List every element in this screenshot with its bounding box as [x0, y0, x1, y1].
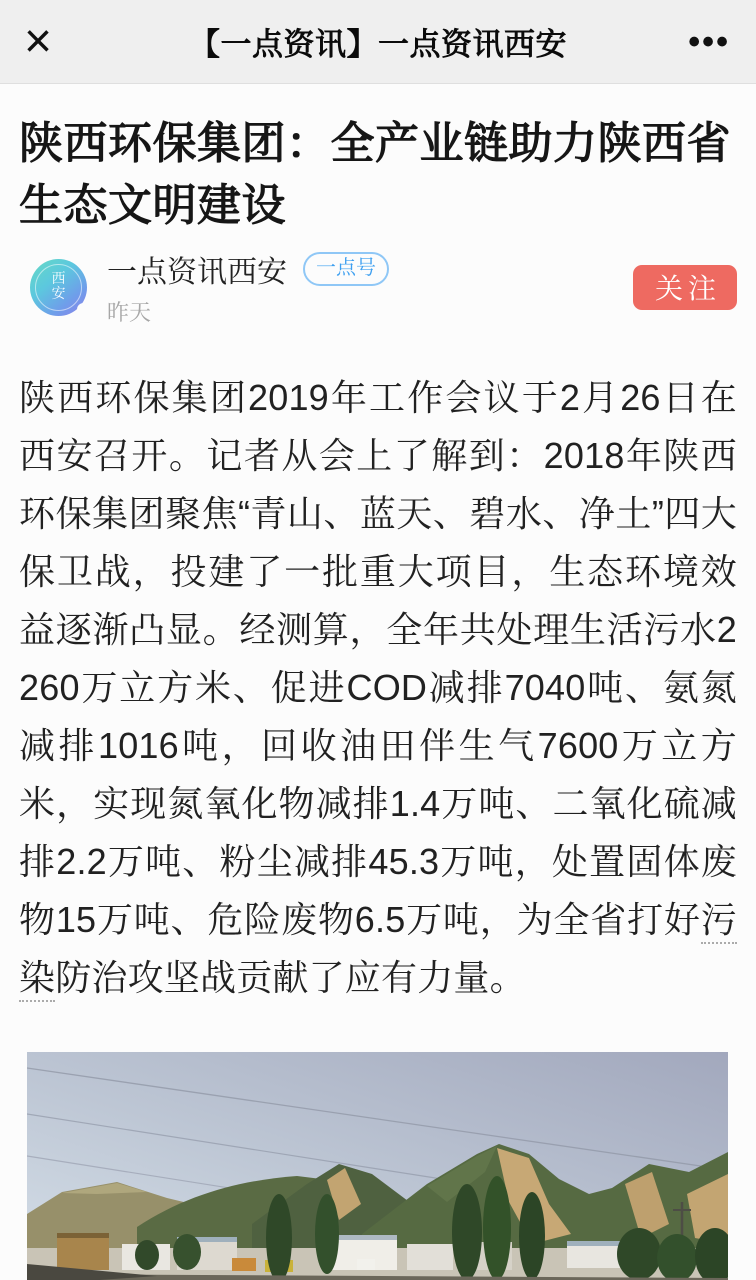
navbar [0, 0, 756, 84]
author-badge: 一点号 [303, 252, 389, 286]
author-info [107, 247, 389, 327]
body-text-part2: 防治攻坚战贡献了应有力量。 [55, 957, 526, 998]
publish-time: 昨天 [107, 300, 152, 325]
page-title: 【一点资讯】一点资讯西安 [189, 27, 567, 62]
article-title: 陕西环保集团：全产业链助力陕西省生态文明建设 [19, 119, 731, 230]
avatar-text-line2: 安 [51, 286, 66, 302]
close-icon[interactable]: × [24, 14, 53, 68]
author-name[interactable]: 一点资讯西安 [107, 256, 287, 289]
navbar-left [0, 14, 96, 68]
article-photo[interactable] [27, 1052, 728, 1280]
body-text-part1: 陕西环保集团2019年工作会议于2月26日在西安召开。记者从会上了解到：2018年陕西环保集团聚焦“青山、蓝天、碧水、净土”四大保卫战，投建了一批重大项目，生态环境效益逐渐凸显。经测算，全年共处理生活污水2260万立方米、促进COD减排7040吨、氨氮减排1016吨，回收油田伴生气7600万立方米，实现氮氧化物减排1.4万吨、二氧化硫减排2.2万吨、粉尘减排45.3万吨，处置固体废物15万吨、危险废物6.5万吨，为全省打好 [19, 377, 737, 940]
avatar-text-line1: 西 [51, 271, 66, 287]
author-row [30, 256, 737, 325]
follow-button[interactable]: 关注 [633, 265, 737, 310]
more-options-icon[interactable]: ••• [688, 22, 730, 61]
keyword-link[interactable]: 污染 [19, 899, 737, 1002]
article-body [19, 369, 737, 1007]
village-mountains-photo [27, 1052, 728, 1280]
avatar[interactable] [30, 259, 87, 316]
